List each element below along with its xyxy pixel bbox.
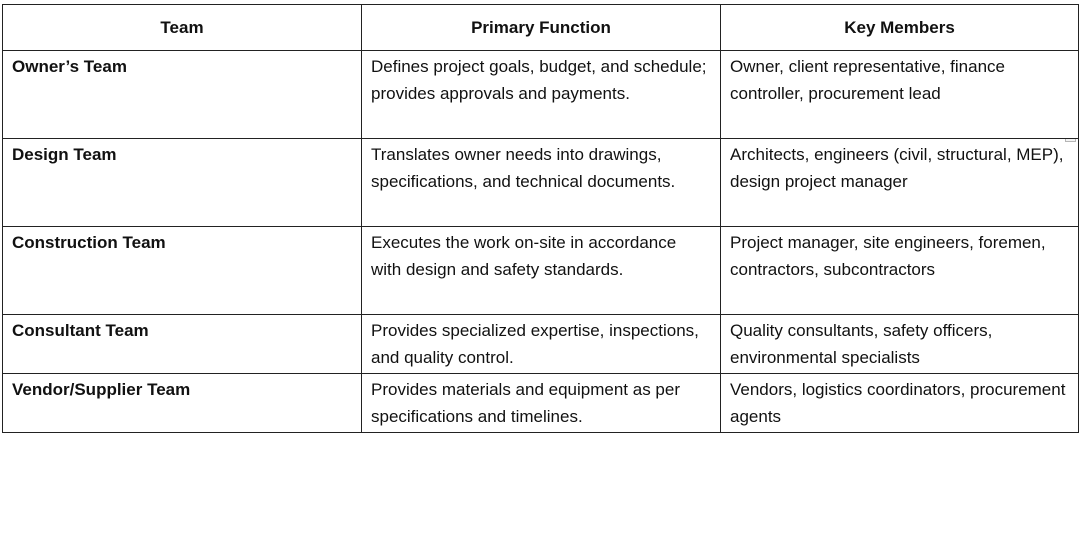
table-row	[3, 51, 1079, 139]
function-cell[interactable]: Provides specialized expertise, inspections, and quality control.	[362, 315, 721, 374]
function-cell[interactable]: Executes the work on-site in accordance with design and safety standards.	[362, 227, 721, 315]
teams-table	[2, 4, 1079, 433]
header-key-members[interactable]: Key Members	[721, 5, 1079, 51]
function-cell[interactable]: Defines project goals, budget, and schedule; provides approvals and payments.	[362, 51, 721, 139]
table-header-row	[3, 5, 1079, 51]
table-row	[3, 315, 1079, 374]
dropdown-arrow-icon[interactable]	[1065, 139, 1076, 143]
members-cell[interactable]: Vendors, logistics coordinators, procurement agents	[721, 374, 1079, 433]
team-cell[interactable]: Owner’s Team	[3, 51, 362, 139]
table-row	[3, 139, 1079, 227]
team-cell[interactable]: Consultant Team	[3, 315, 362, 374]
members-cell-with-dropdown[interactable]	[721, 139, 1079, 227]
team-cell[interactable]: Construction Team	[3, 227, 362, 315]
team-cell[interactable]: Vendor/Supplier Team	[3, 374, 362, 433]
members-cell[interactable]: Project manager, site engineers, foremen, contractors, subcontractors	[721, 227, 1079, 315]
team-cell[interactable]: Design Team	[3, 139, 362, 227]
function-cell[interactable]: Translates owner needs into drawings, specifications, and technical documents.	[362, 139, 721, 227]
header-primary-function[interactable]: Primary Function	[362, 5, 721, 51]
table-row	[3, 374, 1079, 433]
header-team[interactable]: Team	[3, 5, 362, 51]
members-cell-wrapper	[730, 141, 1069, 195]
table-row	[3, 227, 1079, 315]
function-cell[interactable]: Provides materials and equipment as per specifications and timelines.	[362, 374, 721, 433]
members-cell-text: Architects, engineers (civil, structural, MEP), design project manager	[730, 145, 1064, 191]
members-cell[interactable]: Quality consultants, safety officers, environmental specialists	[721, 315, 1079, 374]
members-cell[interactable]: Owner, client representative, finance controller, procurement lead	[721, 51, 1079, 139]
